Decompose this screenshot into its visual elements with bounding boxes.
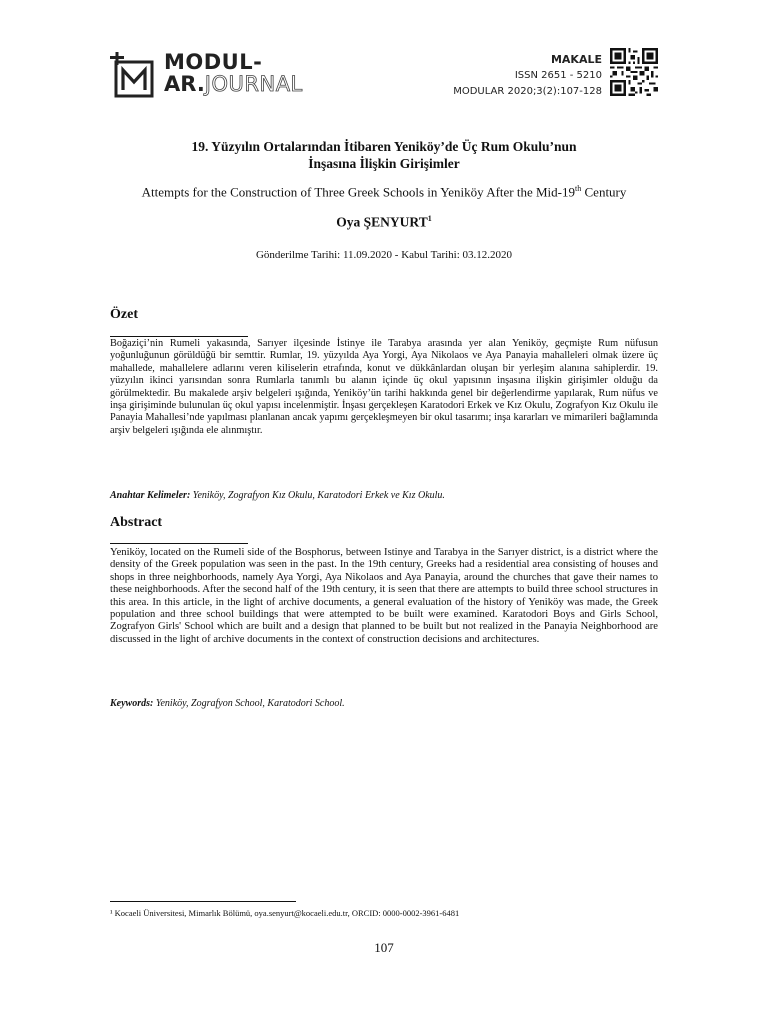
abstract-body: Yeniköy, located on the Rumeli side of the Bosphorus, between Istinye and Tarabya in the Sarıyer district, is a district where the density of the Greek population was seen in the past. In the 19th century, Greeks had a residential area consisting of houses and shops in three neighborhoods, namely Aya Yorgi, Aya Nikolaos and Aya Panayia, around the churches that gave their names to these neighborhoods. After the second half of the 19th century, it is seen that there are attempts to build three school structures in this area. In this article, in the light of archive documents, a general evaluation of the history of Yeniköy was made, the Greek population and three school buildings that were attempted to be built were examined. Karatodori Boys and Girls School, Zografyon Girls' School which are built and a design that planned to be built but not realized in the Panayia Neighborhood are discussed in the light of archive documents in the context of construction decisions and architectures. — [110, 547, 658, 645]
abstract-keywords-list: Yeniköy, Zografyon School, Karatodori School. — [153, 698, 345, 709]
author-text: Oya ŞENYURT — [336, 214, 428, 230]
article-meta — [453, 52, 602, 100]
modular-logo-icon — [110, 52, 156, 98]
title-en-tail: Century — [581, 184, 627, 200]
author-footnote-marker[interactable]: 1 — [427, 214, 432, 223]
abstract-keywords-label: Keywords: — [110, 698, 154, 709]
journal-logo — [110, 44, 303, 102]
abstract-heading: Abstract — [110, 515, 163, 530]
ozet-keywords-list: Yeniköy, Zografyon Kız Okulu, Karatodori Erkek ve Kız Okulu. — [190, 490, 445, 501]
ozet-rule — [110, 336, 248, 337]
qr-code-icon — [610, 48, 658, 96]
article-title-tr — [100, 138, 668, 172]
footnote-rule — [110, 901, 296, 902]
abstract-keywords — [110, 698, 658, 709]
logo-ar: AR. — [164, 72, 205, 96]
article-title-line1: 19. Yüzyılın Ortalarından İtibaren Yeniköy’de Üç Rum Okulu’nun — [191, 139, 577, 154]
ozet-keywords — [110, 490, 658, 501]
logo-wordmark-line1: MODUL- — [164, 50, 263, 74]
submission-dates: Gönderilme Tarihi: 11.09.2020 - Kabul Tarihi: 03.12.2020 — [255, 249, 513, 261]
issn: ISSN 2651 - 5210 — [514, 70, 602, 81]
ozet-keywords-label: Anahtar Kelimeler: — [110, 490, 191, 501]
logo-wordmark-line2 — [164, 72, 303, 96]
page-number: 107 — [374, 940, 394, 955]
title-en-text: Attempts for the Construction of Three Greek Schools in Yeniköy After the Mid-19 — [141, 184, 576, 200]
footnote: ¹ Kocaeli Üniversitesi, Mimarlık Bölümü, oya.senyurt@kocaeli.edu.tr, ORCID: 0000-0002-3961-6481 — [110, 908, 460, 918]
page-header — [0, 0, 768, 110]
abstract-rule — [110, 543, 248, 544]
logo-journal: JOURNAL — [204, 72, 303, 96]
citation: MODULAR 2020;3(2):107-128 — [453, 86, 602, 97]
article-title-en — [100, 184, 668, 200]
ozet-heading: Özet — [110, 307, 138, 322]
author-name — [100, 214, 668, 231]
ozet-body: Boğaziçi’nin Rumeli yakasında, Sarıyer ilçesinde İstinye ile Tarabya arasında yer alan Yeniköy, geçmişte Rum nüfusun yoğunluğunun görüldüğü bir semttir. Rumlar, 19. yüzyılda Aya Yorgi, Aya Nikolaos ve Aya Panayia mahalleleri olmak üzere üç mahallede, mahallelere adlarını veren kiliselerin etrafında, konut ve dükkânlardan oluşan bir yerleşim alanına sahiplerdir. 19. yüzyılın ikinci yarısından sonra Rumlarla tanımlı bu alanın içinde üç okul yapısının inşasına ilişkin girişimler olduğu da görülmektedir. Bu makalede arşiv belgeleri ışığında, Yeniköy’ün tarihi hakkında genel bir değerlendirme yapılarak, Rum nüfus ve inşa girişiminde bulunulan üç okul yapısı incelenmiştir. İnşası gerçekleşen Karatodori Erkek ve Kız Okulu, Zografyon Kız Okulu ile Panayia Mahallesi’nde yapılması planlanan ancak yapımı gerçekleşmeyen bir okul tasarımı; inşa kararları ve mimarileri bağlamında arşiv belgeleri ışığında ele alınmıştır. — [110, 338, 658, 436]
article-title-line2: İnşasına İlişkin Girişimler — [308, 156, 460, 171]
title-en-superscript: th — [575, 184, 582, 193]
article-type: MAKALE — [550, 53, 602, 66]
